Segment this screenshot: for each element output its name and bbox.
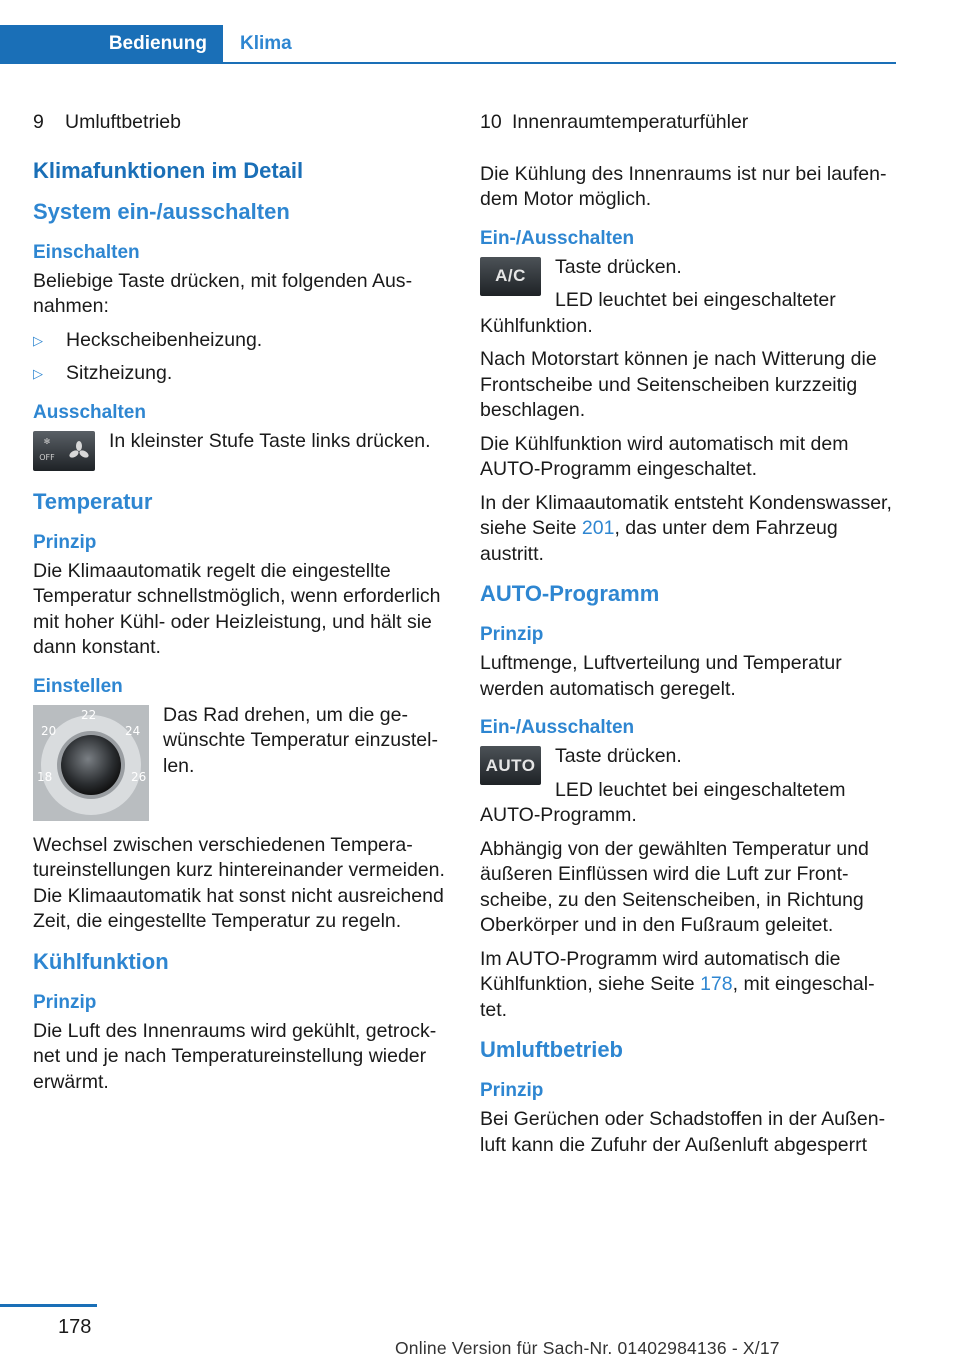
subheading-einstellen: Einstellen (33, 675, 123, 697)
paragraph: Nach Motorstart können je nach Witterung die Frontscheibe und Seitenscheiben kurzzeitig beschlagen. (480, 348, 877, 421)
subheading-prinzip: Prinzip (480, 624, 544, 645)
legend-number: 9 (33, 111, 44, 133)
heading-auto-programm: AUTO-Programm (480, 581, 660, 606)
icon-row-auto (480, 744, 895, 829)
section-title: Klimafunktionen im Detail (33, 157, 304, 183)
icon-row-dial (33, 703, 448, 825)
subheading-ein-ausschalten: Ein-/Ausschalten (480, 227, 635, 249)
page-number: 178 (58, 1316, 92, 1338)
ac-led-text: LED leuchtet bei eingeschalteter Kühlfunktion. (480, 289, 836, 337)
subheading-prinzip: Prinzip (480, 1080, 544, 1101)
paragraph: Die Luft des Innenraums wird gekühlt, getrocknet und je nach Temperatureinstellung wieder erwärmt. (33, 1019, 437, 1093)
auto-instruction: Taste drücken. (555, 745, 682, 767)
footer-online-version: Online Version für Sach-Nr. 01402984136 - X/17 (395, 1338, 780, 1358)
legend-label: Innenraumtemperaturfühler (512, 111, 749, 133)
subheading-einschalten: Einschalten (33, 241, 140, 263)
off-instruction: In kleinster Stufe Taste links drücken. (109, 429, 431, 452)
paragraph: Wechsel zwischen verschiedenen Temperatureinstellungen kurz hintereinander vermeiden. Die Klimaautomatik hat sonst nicht ausreichend Zeit, die eingestellte Temperatur zu regeln. (33, 833, 445, 932)
heading-system: System ein-/ausschalten (33, 198, 290, 224)
subheading-ein-ausschalten: Ein-/Ausschalten (480, 717, 635, 738)
paragraph: Die Kühlung des Innenraums ist nur bei laufendem Motor möglich. (480, 162, 887, 210)
heading-temperatur: Temperatur (33, 488, 153, 514)
list-item (33, 328, 448, 354)
ac-button-icon: A/C (480, 257, 541, 296)
off-fan-button-icon (33, 431, 95, 471)
legend-item (33, 110, 448, 136)
svg-text:18: 18 (37, 769, 53, 784)
subheading-ausschalten: Ausschalten (33, 401, 146, 423)
list-item-text: Sitzheizung. (66, 362, 173, 384)
paragraph: Die Kühlfunktion wird automatisch mit dem AUTO-Programm eingeschaltet. (480, 432, 849, 480)
subheading-prinzip: Prinzip (33, 991, 97, 1013)
svg-text:20: 20 (41, 723, 57, 738)
icon-row-off (33, 429, 448, 475)
triangle-bullet-icon: ▷ (33, 332, 43, 348)
dial-instruction: Das Rad drehen, um die gewünschte Temperatur einzustellen. (163, 703, 438, 777)
auto-led-text: LED leuchtet bei eingeschaltetem AUTO-Programm. (480, 778, 846, 826)
svg-text:26: 26 (131, 769, 147, 784)
legend-label: Umluftbetrieb (65, 111, 181, 133)
auto-button-icon: AUTO (480, 746, 541, 785)
heading-kuehlfunktion: Kühlfunktion (33, 948, 169, 974)
ac-instruction: Taste drücken. (555, 255, 682, 278)
paragraph: Im AUTO-Programm wird automatisch die Kühlfunktion, siehe Seite 178, mit eingeschaltet. (480, 947, 875, 1021)
subheading-prinzip: Prinzip (33, 531, 97, 553)
heading-umluftbetrieb: Umluftbetrieb (480, 1037, 623, 1062)
svg-text:OFF: OFF (39, 452, 55, 462)
page-number-bar (0, 1304, 97, 1307)
svg-text:✻: ✻ (43, 436, 51, 446)
page-reference-link[interactable]: 178 (700, 973, 733, 995)
page-reference-link[interactable]: 201 (581, 517, 615, 539)
paragraph: Die Klimaautomatik regelt die eingestellte Temperatur schnellstmöglich, wenn erforderlich mit hoher Kühl- oder Heizleistung, und hält sie dann konstant. (33, 559, 441, 658)
paragraph: Luftmenge, Luftverteilung und Temperatur werden automatisch geregelt. (480, 652, 842, 700)
paragraph: In der Klimaautomatik entsteht Kondenswasser, siehe Seite 201, das unter dem Fahrzeug austritt. (480, 491, 892, 565)
triangle-bullet-icon: ▷ (33, 366, 43, 381)
paragraph: Abhängig von der gewählten Temperatur und äußeren Einflüssen wird die Luft zur Frontscheibe, zu den Seitenscheiben, in Richtung Oberkörper und in den Fußraum geleitet. (480, 837, 869, 936)
right-column (480, 110, 895, 1166)
paragraph: Beliebige Taste drücken, mit folgenden Ausnahmen: (33, 269, 413, 317)
list-item (33, 361, 448, 387)
tab-bedienung[interactable]: Bedienung (0, 25, 223, 62)
icon-row-ac (480, 255, 895, 340)
list-item-text: Heckscheibenheizung. (66, 328, 263, 351)
chapter-tabs (0, 25, 896, 64)
paragraph: Bei Gerüchen oder Schadstoffen in der Außenluft kann die Zufuhr der Außenluft abgesperrt (480, 1108, 886, 1156)
svg-text:22: 22 (81, 707, 97, 722)
temperature-dial-icon (33, 705, 149, 821)
tab-klima[interactable]: Klima (240, 33, 292, 54)
svg-text:24: 24 (125, 723, 141, 738)
left-column (33, 110, 448, 1103)
legend-item (480, 110, 895, 136)
legend-number: 10 (480, 111, 502, 133)
